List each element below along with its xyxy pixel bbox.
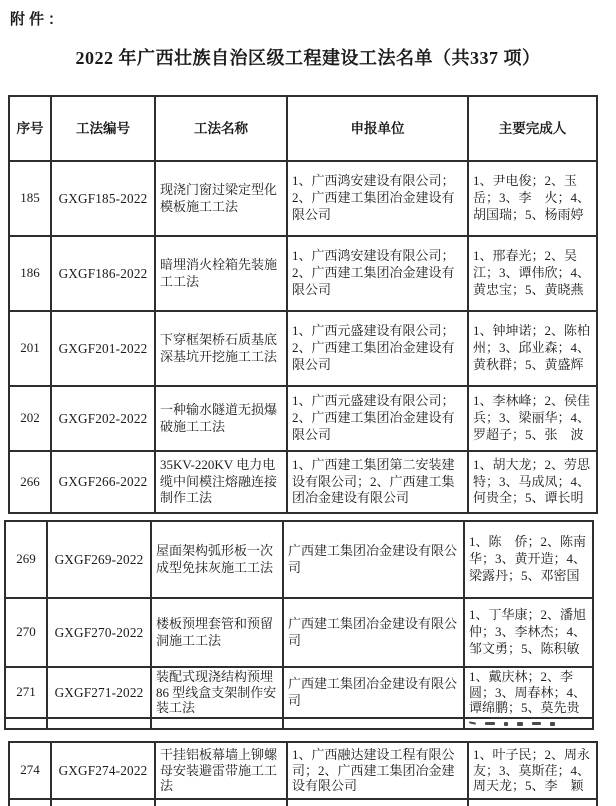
cell-contributors: 1、丁华康；2、潘旭仲；3、李林杰；4、邹文勇；5、陈积敏 (465, 599, 594, 666)
header-name: 工法名称 (156, 97, 288, 160)
cell-code: GXGF270-2022 (48, 599, 152, 666)
clipped-cell (48, 719, 152, 728)
cell-applicant: 1、广西鸿安建设有限公司；2、广西建工集团冶金建设有限公司 (288, 237, 469, 310)
table-row (6, 599, 594, 668)
clipped-glyph-fragments (469, 719, 555, 726)
clipped-cell (152, 719, 284, 728)
clipped-cell (465, 719, 594, 728)
cell-name: 下穿框架桥石质基底深基坑开挖施工工法 (156, 312, 288, 385)
clipped-cell (52, 800, 156, 806)
table-row (10, 312, 598, 387)
cell-name: 装配式现浇结构预埋86 型线盒支架制作安装工法 (152, 668, 284, 717)
cell-applicant: 1、广西鸿安建设有限公司；2、广西建工集团冶金建设有限公司 (288, 162, 469, 235)
table-fragment-middle (4, 520, 594, 730)
cell-name: 现浇门窗过梁定型化模板施工工法 (156, 162, 288, 235)
table-row (10, 162, 598, 237)
cell-code: GXGF186-2022 (52, 237, 156, 310)
cell-code: GXGF271-2022 (48, 668, 152, 717)
cell-serial: 266 (10, 452, 52, 512)
cell-applicant: 1、广西元盛建设有限公司；2、广西建工集团冶金建设有限公司 (288, 387, 469, 450)
cell-serial: 202 (10, 387, 52, 450)
cell-contributors: 1、邢春光；2、吴江；3、谭伟欣；4、黄忠宝；5、黄晓燕 (469, 237, 598, 310)
clipped-cell (284, 719, 465, 728)
cell-serial: 269 (6, 522, 48, 597)
cell-contributors: 1、陈 侨；2、陈南华；3、黄开造；4、梁露丹；5、邓密国 (465, 522, 594, 597)
cell-applicant: 1、广西建工集团第二安装建设有限公司；2、广西建工集团冶金建设有限公司 (288, 452, 469, 512)
cell-code: GXGF185-2022 (52, 162, 156, 235)
cell-contributors: 1、胡大龙；2、劳思特；3、马成凤；4、何贵全；5、谭长明 (469, 452, 598, 512)
table-fragment-bottom (8, 741, 598, 806)
cell-name: 屋面架构弧形板一次成型免抹灰施工工法 (152, 522, 284, 597)
clipped-row-sliver (6, 719, 594, 730)
clipped-cell (6, 719, 48, 728)
page-title: 2022 年广西壮族自治区级工程建设工法名单（共337 项） (75, 48, 541, 68)
header-serial: 序号 (10, 97, 52, 160)
cell-applicant: 1、广西融达建设工程有限公司；2、广西建工集团冶金建设有限公司 (288, 743, 469, 798)
attachment-label: 附件： (10, 12, 68, 28)
cell-contributors: 1、李林峰；2、侯佳兵；3、梁丽华；4、罗超子；5、张 波 (469, 387, 598, 450)
clipped-cell (10, 800, 52, 806)
header-applicant: 申报单位 (288, 97, 469, 160)
cell-code: GXGF202-2022 (52, 387, 156, 450)
table-row (6, 668, 594, 719)
clipped-cell (469, 800, 598, 806)
cell-applicant: 广西建工集团冶金建设有限公司 (284, 599, 465, 666)
clipped-cell (156, 800, 288, 806)
cell-serial: 185 (10, 162, 52, 235)
header-contributors: 主要完成人 (469, 97, 598, 160)
cell-serial: 271 (6, 668, 48, 717)
cell-name: 干挂铝板幕墙上铆螺母安装避雷带施工工法 (156, 743, 288, 798)
cell-serial: 201 (10, 312, 52, 385)
table-row (10, 452, 598, 514)
table-row (10, 237, 598, 312)
table-row (6, 522, 594, 599)
table-fragment-top (8, 95, 598, 514)
cell-contributors: 1、钟坤诺；2、陈柏州；3、邱业森；4、黄秋群；5、黄盛辉 (469, 312, 598, 385)
cell-code: GXGF274-2022 (52, 743, 156, 798)
cell-applicant: 1、广西元盛建设有限公司；2、广西建工集团冶金建设有限公司 (288, 312, 469, 385)
table-row (10, 743, 598, 800)
cell-serial: 274 (10, 743, 52, 798)
table-header-row (10, 97, 598, 162)
cell-name: 一种输水隧道无损爆破施工工法 (156, 387, 288, 450)
clipped-cell (288, 800, 469, 806)
cell-code: GXGF266-2022 (52, 452, 156, 512)
cell-contributors: 1、叶子民；2、周永友；3、莫斯荏；4、周天龙；5、李 颖 (469, 743, 598, 798)
cell-name: 楼板预埋套管和预留洞施工工法 (152, 599, 284, 666)
table-row (10, 387, 598, 452)
cell-applicant: 广西建工集团冶金建设有限公司 (284, 522, 465, 597)
cell-code: GXGF269-2022 (48, 522, 152, 597)
clipped-row-sliver (10, 800, 598, 806)
header-code: 工法编号 (52, 97, 156, 160)
cell-serial: 186 (10, 237, 52, 310)
cell-serial: 270 (6, 599, 48, 666)
cell-contributors: 1、戴庆林；2、李圆；3、周春林；4、谭绵鹏；5、莫先贵 (465, 668, 594, 717)
cell-applicant: 广西建工集团冶金建设有限公司 (284, 668, 465, 717)
cell-code: GXGF201-2022 (52, 312, 156, 385)
cell-name: 暗埋消火栓箱先装施工工法 (156, 237, 288, 310)
cell-contributors: 1、尹电俊；2、玉岳；3、李 火；4、胡国瑞；5、杨雨婷 (469, 162, 598, 235)
cell-name: 35KV-220KV 电力电缆中间模注熔融连接制作工法 (156, 452, 288, 512)
